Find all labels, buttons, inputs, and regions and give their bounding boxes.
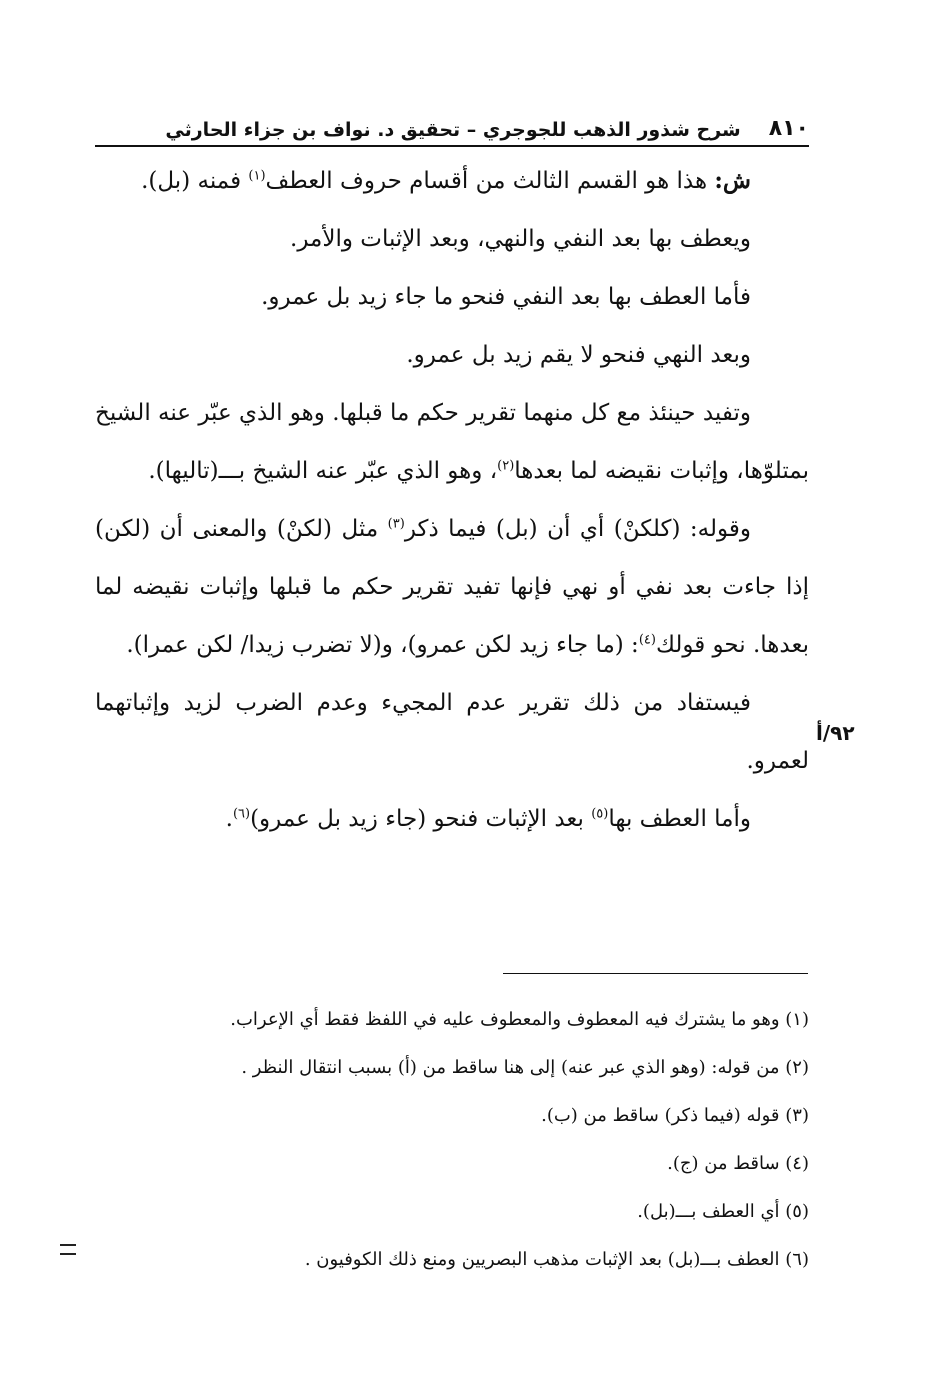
footnote: (٣) قوله (فيما ذكر) ساقط من (ب). bbox=[541, 1105, 809, 1126]
page-number: ٨١٠ bbox=[768, 116, 809, 141]
manuscript-folio-note: ٩٢/أ bbox=[816, 721, 855, 745]
paragraph-lead: ش: bbox=[714, 167, 751, 194]
footnote-ref: (٥) bbox=[591, 806, 609, 822]
footnote: (٤) ساقط من (ج). bbox=[667, 1153, 809, 1174]
paragraph-text: ، وهو الذي عبّر عنه الشيخ بـــ(تاليها). bbox=[148, 458, 498, 484]
paragraph-3: فأما العطف بها بعد النفي فنحو ما جاء زيد بل عمرو. bbox=[261, 284, 751, 310]
paragraph-text: مثل (لكنْ) والمعنى أن (لكن) إذا جاءت بعد نفي أو نهي فإنها تفيد تقرير حكم ما قبلها وإثبات نقيضه لما بعدها. نحو قولك bbox=[95, 516, 809, 658]
paragraph-text: وتفيد حينئذ مع كل منهما تقرير حكم ما قبلها. وهو الذي عبّر عنه الشيخ بمتلوّها، وإثبات نقيضه لما بعدها bbox=[95, 400, 809, 484]
footnote: (٢) من قوله: (وهو الذي عبر عنه) إلى هنا ساقط من (أ) بسبب انتقال النظر . bbox=[241, 1057, 809, 1078]
page-header bbox=[95, 105, 809, 147]
paragraph-text: بعد الإثبات فنحو (جاء زيد بل عمرو) bbox=[250, 806, 584, 832]
paragraph-text: : (ما جاء زيد لكن عمرو)، و(لا تضرب زيدا/ لكن عمرا). bbox=[126, 632, 639, 658]
footnote-ref: (٣) bbox=[387, 516, 405, 532]
footnotes bbox=[150, 996, 809, 1284]
paragraph-text: وقوله: (كلكنْ) أي أن (بل) فيما ذكر bbox=[404, 516, 751, 542]
footnote-ref: (٢) bbox=[497, 458, 515, 474]
running-title: شرح شذور الذهب للجوجري – تحقيق د. نواف بن جزاء الحارثي bbox=[165, 119, 741, 141]
edge-mark bbox=[60, 1244, 76, 1255]
paragraph-text: . bbox=[225, 806, 233, 832]
footnote: (٦) العطف بـــ(بل) بعد الإثبات مذهب البصريين ومنع ذلك الكوفيون . bbox=[304, 1249, 809, 1270]
footnote: (٥) أي العطف بـــ(بل). bbox=[637, 1201, 809, 1222]
footnote-ref: (٦) bbox=[232, 806, 251, 822]
paragraph-6 bbox=[95, 500, 809, 674]
paragraph-5 bbox=[95, 384, 809, 500]
paragraph-1 bbox=[95, 152, 809, 210]
footnote-ref: (١) bbox=[248, 168, 266, 184]
main-text bbox=[95, 152, 809, 848]
paragraph-7: فيستفاد من ذلك تقرير عدم المجيء وعدم الضرب لزيد وإثباتهما لعمرو. bbox=[95, 690, 809, 774]
paragraph-4: وبعد النهي فنحو لا يقم زيد بل عمرو. bbox=[406, 342, 751, 368]
paragraph-text: وأما العطف بها bbox=[608, 806, 751, 832]
paragraph-text: هذا هو القسم الثالث من أقسام حروف العطف bbox=[265, 168, 708, 194]
paragraph-8 bbox=[95, 790, 809, 848]
paragraph-2: ويعطف بها بعد النفي والنهي، وبعد الإثبات والأمر. bbox=[290, 226, 751, 252]
footnote-ref: (٤) bbox=[638, 632, 656, 648]
paragraph-text: فمنه (بل). bbox=[141, 168, 242, 194]
footnote-separator bbox=[503, 973, 808, 974]
footnote: (١) وهو ما يشترك فيه المعطوف والمعطوف عليه في اللفظ فقط أي الإعراب. bbox=[230, 1009, 809, 1030]
